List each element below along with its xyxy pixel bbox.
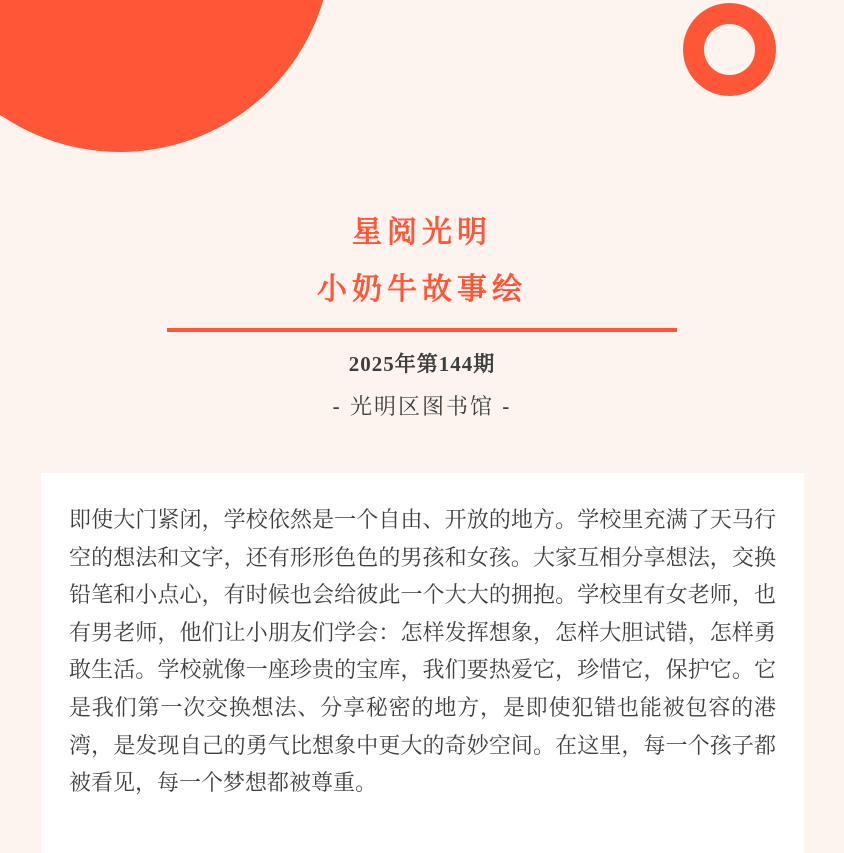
- decorative-ring: [683, 3, 776, 96]
- title-divider: [167, 328, 677, 332]
- page-title-line2: 小奶牛故事绘: [317, 273, 527, 306]
- article-paragraph: 即使大门紧闭，学校依然是一个自由、开放的地方。学校里充满了天马行空的想法和文字，还有形形色色的男孩和女孩。大家互相分享想法，交换铅笔和小点心，有时候也会给彼此一个大大的拥抱。学校里有女老师，也有男老师，他们让小朋友们学会：怎样发挥想象，怎样大胆试错，怎样勇敢生活。学校就像一座珍贵的宝库，我们要热爱它，珍惜它，保护它。它是我们第一次交换想法、分享秘密的地方，是即使犯错也能被包容的港湾，是发现自己的勇气比想象中更大的奇妙空间。在这里，每一个孩子都被看见，每一个梦想都被尊重。: [69, 507, 776, 796]
- article-card: [41, 473, 804, 853]
- organization-name: - 光明区图书馆 -: [332, 394, 512, 419]
- page-title-line1: 星阅光明: [352, 216, 492, 249]
- decorative-circle: [0, 0, 332, 152]
- article-header: [0, 204, 844, 422]
- issue-number: 2025年第144期: [348, 352, 496, 376]
